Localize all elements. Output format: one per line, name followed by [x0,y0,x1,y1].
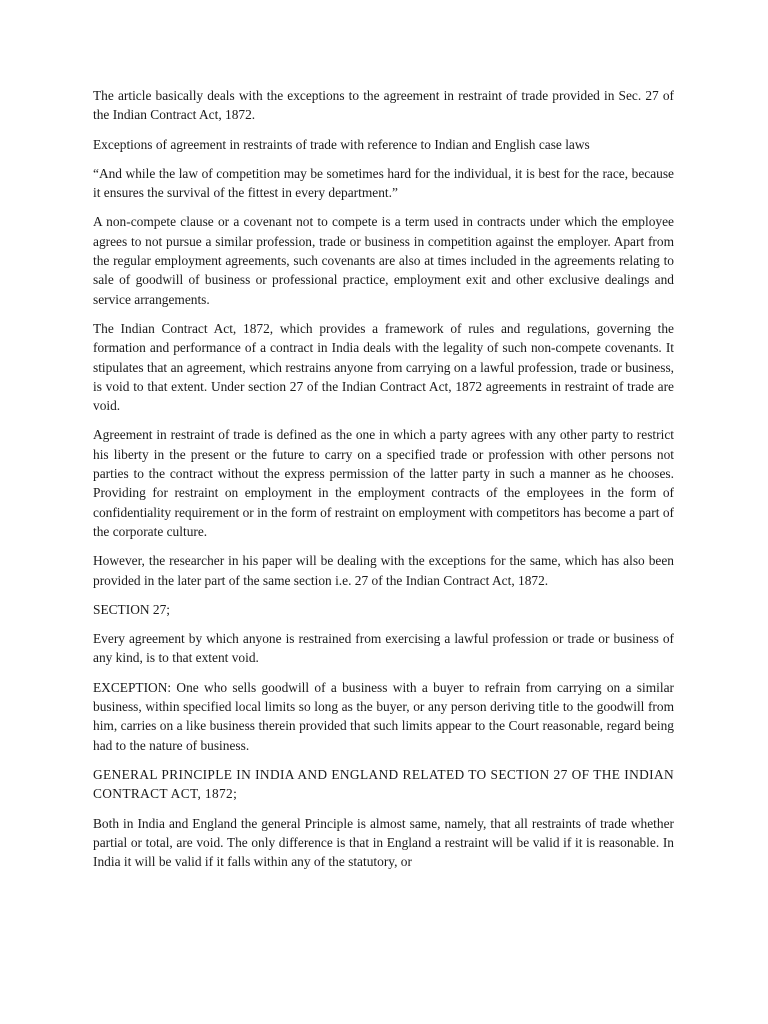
contract-act-paragraph: The Indian Contract Act, 1872, which provides a framework of rules and regulations, governing the formation and performance of a contract in India deals with the legality of such non-compete covenants. It stipulates that an agreement, which restrains anyone from carrying on a lawful profession, trade or business, is void to that extent. Under section 27 of the Indian Contract Act, 1872 agreements in restraint of trade are void. [93,320,674,414]
section-heading: SECTION 27; [93,601,170,617]
general-principle-heading: GENERAL PRINCIPLE IN INDIA AND ENGLAND RELATED TO SECTION 27 OF THE INDIAN CONTRACT ACT, 1872; [93,766,674,802]
quote-paragraph: “And while the law of competition may be sometimes hard for the individual, it is best for the race, because it ensures the survival of the fittest in every department.” [93,165,674,201]
restraint-definition-paragraph: Agreement in restraint of trade is defined as the one in which a party agrees with any other party to restrict his liberty in the present or the future to carry on a specified trade or profession with other persons not parties to the contract without the express permission of the latter party in such a manner as he chooses. Providing for restraint on employment in the employment contracts of the employees in the form of confidentiality requirement or in the form of restraint on employment with competitors has become a part of the corporate culture. [93,427,674,539]
section-text-paragraph: Every agreement by which anyone is restrained from exercising a lawful profession or trade or business of any kind, is to that extent void. [93,631,674,666]
non-compete-paragraph: A non-compete clause or a covenant not to compete is a term used in contracts under which the employee agrees to not pursue a similar profession, trade or business in competition against the employer. Apart from the regular employment agreements, such covenants are also at times included in the agreements relating to sale of goodwill of business or professional practice, employment exit and other exclusive dealings and service arrangements. [93,214,674,307]
researcher-paragraph: However, the researcher in his paper will be dealing with the exceptions for the same, which has also been provided in the later part of the same section i.e. 27 of the Indian Contract Act, 1872. [93,553,674,588]
india-england-paragraph: Both in India and England the general Principle is almost same, namely, that all restraints of trade whether partial or total, are void. The only difference is that in England a restraint will be valid if it is reasonable. In India it will be valid if it falls within any of the statutory, or [93,815,674,870]
document-page [93,86,674,881]
exception-paragraph: EXCEPTION: One who sells goodwill of a business with a buyer to refrain from carrying on a similar business, within specified local limits so long as the buyer, or any person deriving title to the goodwill from him, carries on a like business therein provided that such limits appear to the Court reasonable, regard being had to the nature of business. [93,679,674,753]
subtitle-paragraph: Exceptions of agreement in restraints of trade with reference to Indian and English case laws [93,136,590,152]
intro-paragraph: The article basically deals with the exceptions to the agreement in restraint of trade provided in Sec. 27 of the Indian Contract Act, 1872. [93,88,674,123]
